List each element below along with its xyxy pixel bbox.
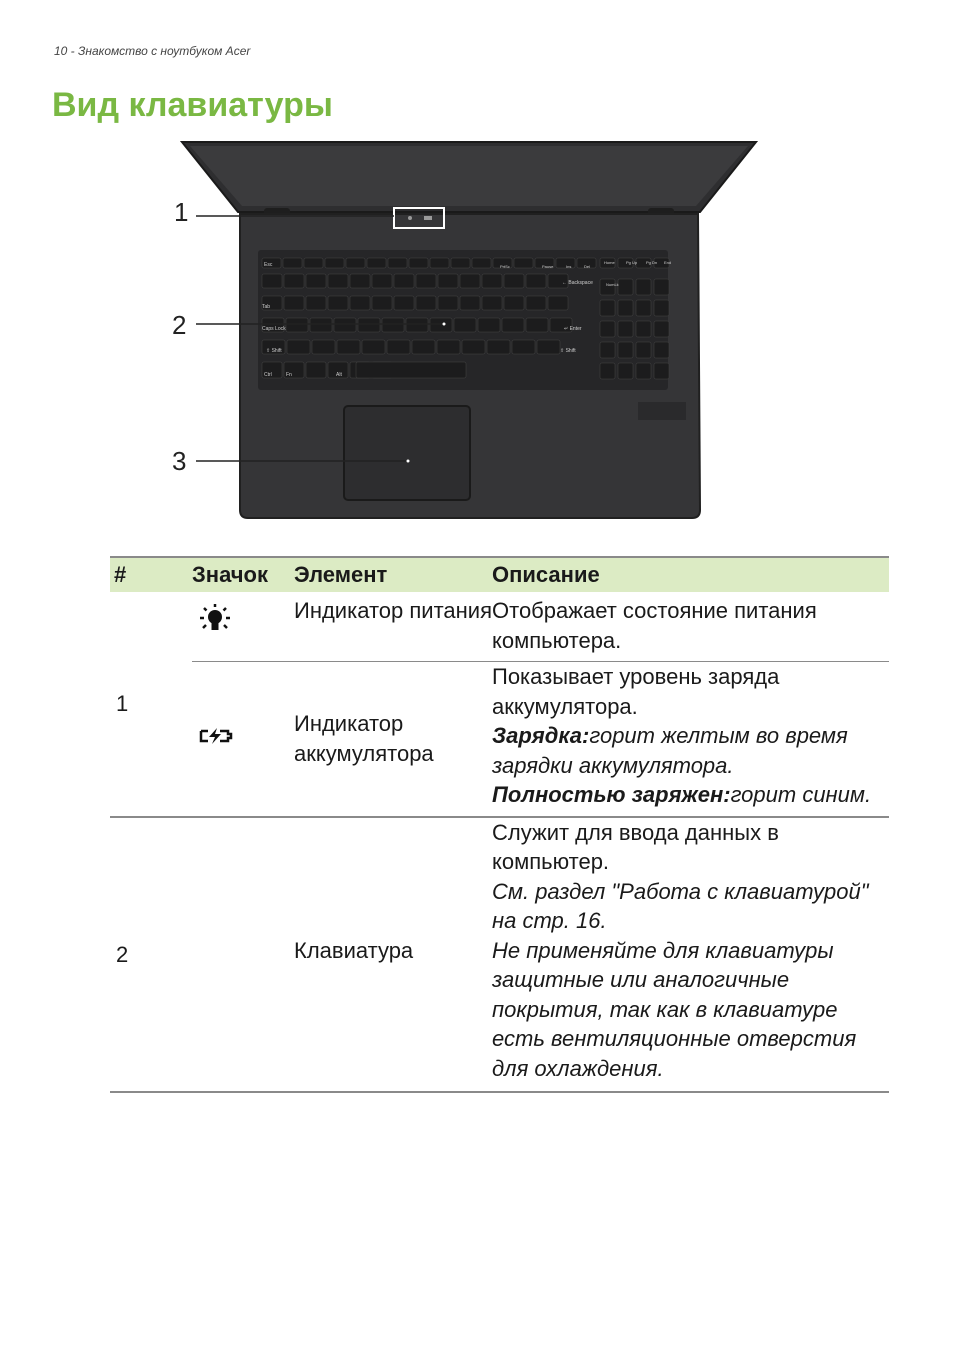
power-icon-cell — [192, 592, 294, 662]
led-battery — [424, 216, 432, 220]
key-del: Del — [584, 264, 591, 269]
key-cap — [394, 296, 414, 310]
numpad-key — [654, 321, 669, 337]
numpad-key — [600, 342, 615, 358]
numpad-key — [600, 363, 615, 379]
key-cap — [286, 318, 308, 332]
key-enter: ↵ Enter — [564, 326, 582, 332]
table-header-row — [110, 557, 889, 592]
key-cap — [454, 318, 476, 332]
table-row — [110, 662, 889, 817]
element-description: Отображает состояние питания компьютера. — [492, 598, 817, 653]
element-description: Показывает уровень заряда аккумулятора. — [492, 664, 780, 719]
key-cap — [406, 318, 428, 332]
numpad-key — [636, 363, 651, 379]
key-backspace: ← Backspace — [562, 280, 593, 286]
page-title: Вид клавиатуры — [52, 86, 333, 124]
numpad-key — [636, 321, 651, 337]
key-ctrl: Ctrl — [264, 372, 272, 378]
empty-icon-cell — [192, 817, 294, 1093]
warning-note: Не применяйте для клавиатуры защитные или аналогичные покрытия, так как в клавиатуре есть вентиляционные отверстия для охлаждения. — [492, 937, 857, 1081]
running-head: 10 - Знакомство с ноутбуком Acer — [54, 44, 251, 58]
key-space — [356, 362, 466, 378]
key-shift-left: ⇧ Shift — [266, 348, 282, 354]
key-cap — [284, 296, 304, 310]
laptop-screen-bezel — [190, 146, 748, 206]
key-cap — [504, 296, 524, 310]
key-cap — [310, 318, 332, 332]
key-cap — [504, 274, 524, 288]
key-cap — [304, 258, 323, 268]
callout-dot-3 — [407, 460, 410, 463]
component-table — [110, 556, 889, 1093]
key-cap — [430, 258, 449, 268]
key-cap — [487, 340, 510, 354]
key-pgdn: Pg Dn — [646, 260, 658, 265]
key-cap — [346, 258, 365, 268]
row-number: 1 — [116, 691, 129, 716]
key-end: End — [664, 260, 672, 265]
key-cap — [526, 296, 546, 310]
key-ins: Ins — [566, 264, 572, 269]
key-cap — [502, 318, 524, 332]
key-esc: Esc — [264, 262, 273, 268]
key-shift-right: ⇧ Shift — [560, 348, 576, 354]
key-cap — [451, 258, 470, 268]
key-cap — [412, 340, 435, 354]
callout-2: 2 — [172, 310, 187, 340]
numpad-key — [654, 300, 669, 316]
element-name: Индикатор аккумулятора — [294, 662, 492, 817]
charging-note — [492, 721, 889, 780]
numpad-key — [618, 342, 633, 358]
key-cap — [362, 340, 385, 354]
key-fn: Fn — [286, 372, 292, 378]
charging-label: Зарядка: — [492, 723, 590, 748]
numpad-key — [654, 342, 669, 358]
key-cap — [460, 274, 480, 288]
key-pgup: Pg Up — [626, 260, 638, 265]
key-caps: Caps Lock — [262, 326, 286, 332]
speaker-grille — [638, 402, 686, 420]
key-prtsc: PrtSc — [500, 264, 510, 269]
element-name: Индикатор питания — [294, 598, 492, 623]
key-cap — [328, 296, 348, 310]
full-text: горит синим. — [730, 782, 872, 807]
key-home: Home — [604, 260, 615, 265]
key-cap — [382, 318, 404, 332]
callout-dot-2 — [443, 323, 446, 326]
key-cap — [328, 274, 348, 288]
key-cap — [438, 274, 458, 288]
numpad-key — [618, 321, 633, 337]
key-numlk: NumLk — [606, 282, 619, 287]
full-label: Полностью заряжен: — [492, 782, 731, 807]
touchpad — [344, 406, 470, 500]
key-cap — [325, 258, 344, 268]
key-cap — [548, 296, 568, 310]
see-section-note: См. раздел "Работа с клавиатурой" на стр. 16. — [492, 878, 869, 933]
numpad-key — [636, 279, 651, 295]
charging-text: горит желтым во время зарядки аккумулятора. — [492, 723, 848, 778]
key-cap — [478, 318, 500, 332]
row-number: 2 — [110, 817, 192, 1093]
numpad-key — [654, 279, 669, 295]
element-description: Служит для ввода данных в компьютер. — [492, 819, 779, 874]
key-cap — [334, 318, 356, 332]
laptop-figure — [160, 130, 780, 530]
key-cap — [387, 340, 410, 354]
key-cap — [409, 258, 428, 268]
key-cap — [514, 258, 533, 268]
key-cap — [388, 258, 407, 268]
numpad-key — [600, 300, 615, 316]
key-cap — [512, 340, 535, 354]
key-cap — [372, 274, 392, 288]
key-cap — [526, 274, 546, 288]
key-cap — [482, 296, 502, 310]
key-pause: Pause — [542, 264, 554, 269]
key-cap — [367, 258, 386, 268]
key-cap — [416, 274, 436, 288]
key-tab: Tab — [262, 304, 271, 310]
key-cap — [438, 296, 458, 310]
element-description-block — [492, 817, 889, 1093]
laptop-illustration — [160, 130, 780, 530]
numpad-key — [636, 300, 651, 316]
numpad-key — [654, 363, 669, 379]
numpad-key — [618, 300, 633, 316]
led-power — [408, 216, 412, 220]
numpad-key — [618, 279, 633, 295]
element-name: Клавиатура — [294, 817, 492, 1093]
battery-icon-cell — [192, 662, 294, 817]
key-cap — [416, 296, 436, 310]
key-cap — [537, 340, 560, 354]
numpad-key — [600, 321, 615, 337]
key-cap — [312, 340, 335, 354]
key-cap — [372, 296, 392, 310]
numpad-key — [618, 363, 633, 379]
numpad-key — [636, 342, 651, 358]
key-cap — [337, 340, 360, 354]
key-cap — [460, 296, 480, 310]
key-cap — [437, 340, 460, 354]
battery-indicator-icon — [198, 726, 234, 746]
key-cap — [394, 274, 414, 288]
header-icon: Значок — [192, 557, 294, 592]
key-cap — [526, 318, 548, 332]
header-element: Элемент — [294, 557, 492, 592]
key-cap — [358, 318, 380, 332]
table-row — [110, 817, 889, 1093]
key-cap — [284, 274, 304, 288]
table-row — [110, 592, 889, 662]
callout-1: 1 — [174, 197, 189, 227]
key-alt: Alt — [336, 372, 342, 378]
key-cap — [262, 274, 282, 288]
key-cap — [462, 340, 485, 354]
full-note — [492, 780, 889, 810]
key-cap — [430, 318, 452, 332]
key-cap — [306, 274, 326, 288]
header-num: # — [110, 557, 192, 592]
key-cap — [283, 258, 302, 268]
key-cap — [350, 296, 370, 310]
element-description-block — [492, 662, 889, 817]
key-cap — [287, 340, 310, 354]
power-indicator-icon — [198, 602, 232, 636]
key-cap — [472, 258, 491, 268]
key-cap — [350, 274, 370, 288]
header-description: Описание — [492, 557, 889, 592]
key-cap — [306, 296, 326, 310]
key-cap — [482, 274, 502, 288]
key-cap — [306, 362, 326, 378]
callout-3: 3 — [172, 446, 187, 476]
